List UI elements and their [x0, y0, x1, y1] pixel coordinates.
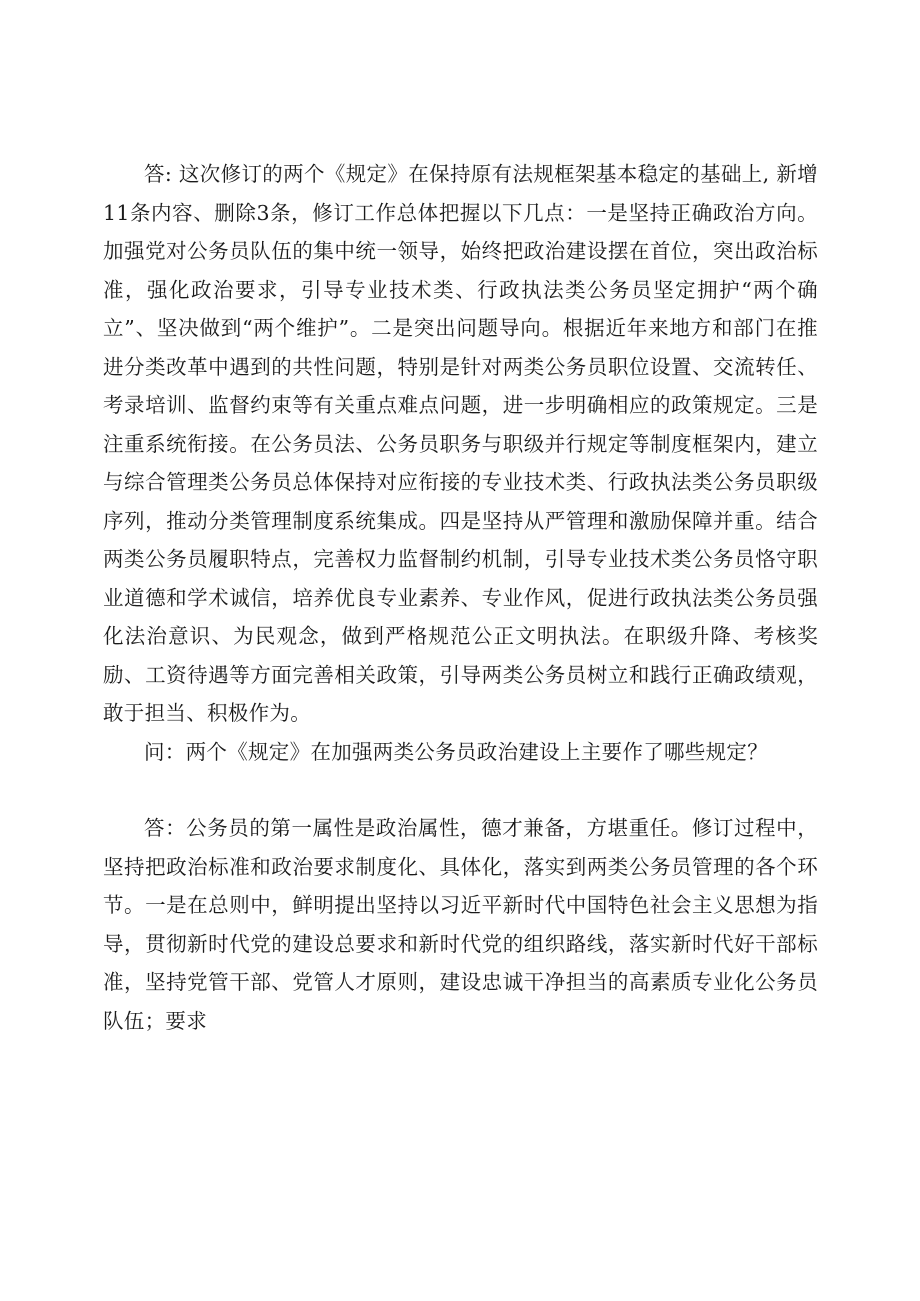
answer-paragraph-1: 答: 这次修订的两个《规定》在保持原有法规框架基本稳定的基础上, 新增11条内容、删除3条，修订工作总体把握以下几点：一是坚持正确政治方向。加强党对公务员队伍的集中统一领导，始终把政治建设摆在首位，突出政治标准，强化政治要求，引导专业技术类、行政执法类公务员坚定拥护“两个确立”、坚决做到“两个维护”。二是突出问题导向。根据近年来地方和部门在推进分类改革中遇到的共性问题，特别是针对两类公务员职位设置、交流转任、考录培训、监督约束等有关重点难点问题，进一步明确相应的政策规定。三是注重系统衔接。在公务员法、公务员职务与职级并行规定等制度框架内，建立与综合管理类公务员总体保持对应衔接的专业技术类、行政执法类公务员职级序列，推动分类管理制度系统集成。四是坚持从严管理和激励保障并重。结合两类公务员履职特点，完善权力监督制约机制，引导专业技术类公务员恪守职业道德和学术诚信，培养优良专业素养、专业作风，促进行政执法类公务员强化法治意识、为民观念，做到严格规范公正文明执法。在职级升降、考核奖励、工资待遇等方面完善相关政策，引导两类公务员树立和践行正确政绩观，敢于担当、积极作为。	[103, 162, 818, 725]
question-paragraph: 问：两个《规定》在加强两类公务员政治建设上主要作了哪些规定？	[144, 739, 768, 764]
answer-paragraph-2: 答：公务员的第一属性是政治属性，德才兼备，方堪重任。修订过程中，坚持把政治标准和政治要求制度化、具体化，落实到两类公务员管理的各个环节。一是在总则中，鲜明提出坚持以习近平新时代中国特色社会主义思想为指导，贯彻新时代党的建设总要求和新时代党的组织路线，落实新时代好干部标准，坚持党管干部、党管人才原则，建设忠诚干净担当的高素质专业化公务员队伍；要求	[103, 816, 818, 1033]
document-body	[103, 155, 818, 1040]
